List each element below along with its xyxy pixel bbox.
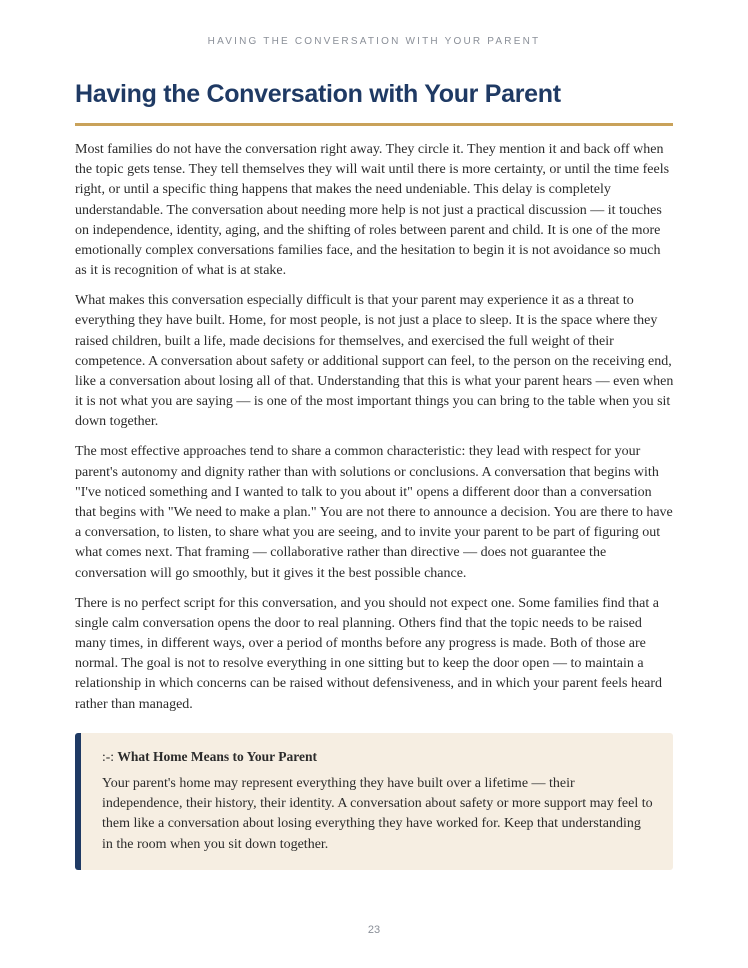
callout-box: [75, 733, 673, 870]
paragraph: Most families do not have the conversation right away. They circle it. They mention it and back off when the topic gets tense. They tell themselves they will wait until there is more certainty, or until the time feels right, or until a specific thing happens that makes the need undeniable. This delay is completely understandable. The conversation about needing more help is not just a practical discussion — it touches on independence, identity, aging, and the shifting of roles between parent and child. It is one of the more emotionally complex conversations families face, and the hesitation to begin it is not avoidance so much as it is recognition of what is at stake.: [75, 142, 670, 279]
callout-title: What Home Means to Your Parent: [117, 749, 317, 764]
title-divider: [75, 123, 673, 126]
callout-heading: [102, 747, 653, 766]
running-header: HAVING THE CONVERSATION WITH YOUR PARENT: [207, 36, 541, 47]
body-text: [75, 140, 675, 725]
callout-text: Your parent's home may represent everything they have built over a lifetime — their independence, their history, their identity. A conversation about safety or more support may feel to them like a conversation about losing everything they have worked for. Keep that understanding in the room when you sit down together.: [102, 776, 653, 852]
page-title: Having the Conversation with Your Parent: [75, 80, 561, 108]
page-number: 23: [367, 924, 381, 936]
paragraph: What makes this conversation especially difficult is that your parent may experience it as a threat to everything they have built. Home, for most people, is not just a place to sleep. It is the space where they raised children, built a life, made decisions for themselves, and exercised the full weight of their competence. A conversation about safety or additional support can feel, to the person on the receiving end, like a conversation about losing all of that. Understanding that this is what your parent hears — even when it is not what you are saying — is one of the most important things you can bring to the table when you sit down together.: [75, 293, 674, 430]
paragraph: The most effective approaches tend to share a common characteristic: they lead with respect for your parent's autonomy and dignity rather than with solutions or conclusions. A conversation that begins with "I've noticed something and I wanted to talk to you about it" opens a different door than a conversation that begins with "We need to make a plan." You are not there to announce a decision. You are there to have a conversation, to listen, to share what you are seeing, and to invite your parent to be part of figuring out what comes next. That framing — collaborative rather than directive — does not guarantee the conversation will go smoothly, but it gives it the best possible chance.: [75, 444, 673, 581]
callout-marker: :-:: [102, 749, 118, 764]
paragraph: There is no perfect script for this conversation, and you should not expect one. Some families find that a single calm conversation opens the door to real planning. Others find that the topic needs to be raised many times, in different ways, over a period of months before any progress is made. Both of those are normal. The goal is not to resolve everything in one sitting but to keep the door open — to maintain a relationship in which concerns can be raised without defensiveness, and in which your parent feels heard rather than managed.: [75, 595, 663, 712]
